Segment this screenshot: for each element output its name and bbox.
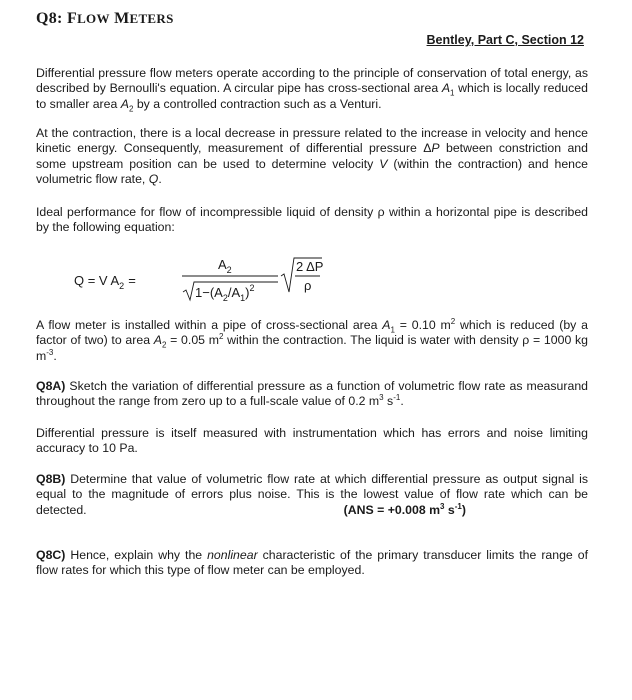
source-reference: Bentley, Part C, Section 12 bbox=[426, 33, 584, 47]
question-q8a: Q8A) Sketch the variation of differential pressure as a function of volumetric flow rate as measurand throughout the range from zero up to a full-scale value of 0.2 $m^3$ $s^{-1}$. bbox=[36, 379, 588, 409]
flow-equation bbox=[70, 252, 330, 308]
eq-denominator: $1-(A_2/A_1)^2$ bbox=[195, 283, 255, 303]
title-word2-initial: M bbox=[114, 10, 130, 27]
title-word1-rest: LOW bbox=[77, 11, 110, 26]
question-q8b: Q8B) Determine that value of volumetric flow rate at which differential pressure as output signal is equal to the magnitude of errors plus noise. This is the lowest value of flow rate which can be detected. (ANS = +0.008 $m^3$ $s^{-1}$) bbox=[36, 472, 588, 517]
eq-lhs: Q = V $A_2$ = bbox=[74, 273, 136, 291]
title-word2-rest: ETERS bbox=[129, 11, 174, 26]
meter-paragraph: A flow meter is installed within a pipe of cross-sectional area $A_1 = 0.10$ $m^2$ which is reduced (by a factor of two) to area $A_2 = 0.05$ $m^2$ within the contraction. The liquid is water with density ρ = 1000 kg $m^{-3}$. bbox=[36, 316, 589, 363]
flow-equation-svg bbox=[70, 252, 330, 308]
intro-paragraph-1: Differential pressure flow meters operate according to the principle of conservation of total energy, as described by Bernoulli's equation. A circular pipe has cross-sectional area $A_1$ which is locally reduced to smaller area $A_2$ by a controlled contraction such as a Venturi. bbox=[36, 66, 588, 114]
q8c-label: Q8C) bbox=[36, 548, 66, 562]
title-word1-initial: F bbox=[67, 10, 78, 27]
eq-root-numerator: 2 ΔP bbox=[296, 259, 324, 274]
eq-numerator: $A_2$ bbox=[218, 257, 232, 275]
page-title bbox=[36, 10, 174, 28]
q8b-answer: (ANS = +0.008 $m^3$ $s^{-1}$) bbox=[343, 501, 466, 517]
q8a-label: Q8A) bbox=[36, 379, 66, 393]
q8b-label: Q8B) bbox=[36, 472, 66, 486]
intro-paragraph-3: Ideal performance for flow of incompressible liquid of density ρ within a horizontal pipe is described by the following equation: bbox=[36, 205, 588, 235]
noise-paragraph: Differential pressure is itself measured with instrumentation which has errors and noise limiting accuracy to 10 Pa. bbox=[36, 426, 588, 456]
eq-root-denominator: ρ bbox=[304, 278, 312, 293]
intro-paragraph-2: At the contraction, there is a local decrease in pressure related to the increase in velocity and hence kinetic energy. Consequently, measurement of differential pressure ΔP between constriction and some upstream position can be used to determine velocity V (within the contraction) and hence volumetric flow rate, Q. bbox=[36, 126, 588, 187]
title-number: Q8: bbox=[36, 10, 63, 27]
question-q8c: Q8C) Hence, explain why the nonlinear characteristic of the primary transducer limits the range of flow rates for which this type of flow meter can be employed. bbox=[36, 548, 588, 578]
